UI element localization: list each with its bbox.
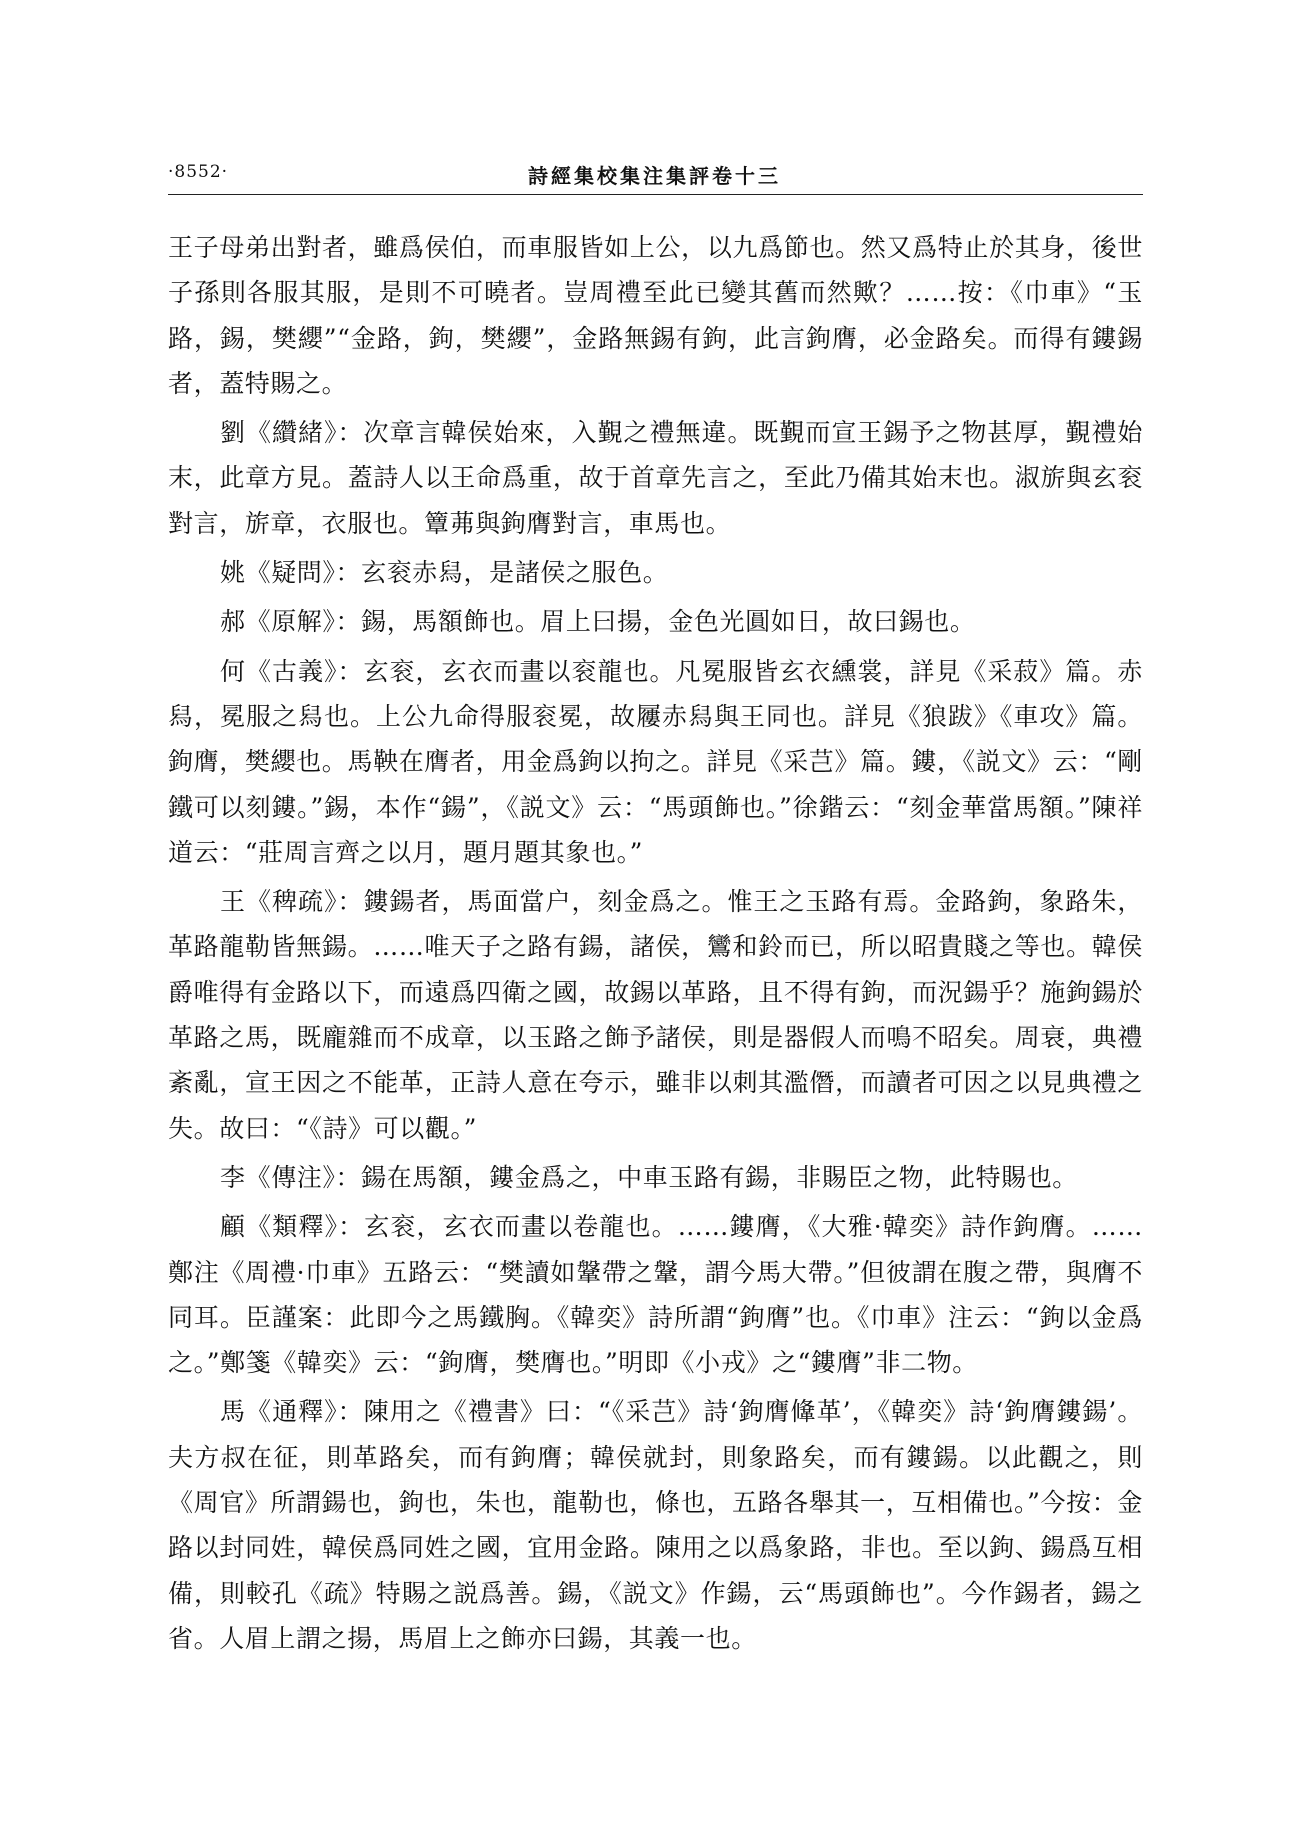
paragraph-continuation: 王子母弟出對者，雖爲侯伯，而車服皆如上公，以九爲節也。然又爲特止於其身，後世子孫則各服其服，是則不可曉者。豈周禮至此已變其舊而然歟？……按：《巾車》“玉路，錫，樊纓”“金路，鉤，樊纓”，金路無錫有鉤，此言鉤膺，必金路矣。而得有鏤錫者，蓋特賜之。 xyxy=(168,233,1143,398)
page-number: ·8552· xyxy=(168,162,229,182)
header-rule xyxy=(168,194,1143,195)
paragraph-li-zhuanzhu: 李《傳注》：鍚在馬額，鏤金爲之，中車玉路有鍚，非賜臣之物，此特賜也。 xyxy=(220,1162,1078,1192)
paragraph-yao-yiwen: 姚《疑問》：玄衮赤舄，是諸侯之服色。 xyxy=(220,558,669,588)
page-header xyxy=(168,158,1143,198)
paragraph-ma-tongshi: 馬《通釋》：陳用之《禮書》曰：“《采芑》詩‘鉤膺鞗革’，《韓奕》詩‘鉤膺鏤鍚’。夫方叔在征，則革路矣，而有鉤膺；韓侯就封，則象路矣，而有鏤鍚。以此觀之，則《周官》所謂鍚也，鉤也，朱也，龍勒也，條也，五路各舉其一，互相備也。”今按：金路以封同姓，韓侯爲同姓之國，宜用金路。陳用之以爲象路，非也。至以鉤、鍚爲互相備，則較孔《疏》特賜之説爲善。鍚，《説文》作鍚，云“馬頭飾也”。今作錫者，鍚之省。人眉上謂之揚，馬眉上之飾亦曰鍚，其義一也。 xyxy=(168,1397,1143,1653)
paragraph-wang-baishu: 王《稗疏》：鏤鍚者，馬面當户，刻金爲之。惟王之玉路有焉。金路鉤，象路朱，革路龍勒皆無鍚。……唯天子之路有鍚，諸侯，鸞和鈴而已，所以昭貴賤之等也。韓侯爵唯得有金路以下，而遠爲四衛之國，故錫以革路，且不得有鉤，而況鍚乎？施鉤鍚於革路之馬，既龐雜而不成章，以玉路之飾予諸侯，則是器假人而鳴不昭矣。周衰，典禮紊亂，宣王因之不能革，正詩人意在夸示，雖非以刺其濫僭，而讀者可因之以見典禮之失。故曰：“《詩》可以觀。” xyxy=(168,887,1143,1143)
body-text xyxy=(168,225,1143,1665)
paragraph-liu-zuanxu: 劉《纘緒》：次章言韓侯始來，入覲之禮無違。既覲而宣王錫予之物甚厚，覲禮始末，此章方見。蓋詩人以王命爲重，故于首章先言之，至此乃備其始末也。淑旂與玄衮對言，旂章，衣服也。簟茀與鉤膺對言，車馬也。 xyxy=(168,418,1143,538)
running-title: 詩經集校集注集評卷十三 xyxy=(528,164,781,188)
paragraph-gu-leishi: 顧《類釋》：玄衮，玄衣而畫以卷龍也。……鏤膺，《大雅·韓奕》詩作鉤膺。……鄭注《周禮·巾車》五路云：“樊讀如鞶帶之鞶，謂今馬大帶。”但彼謂在腹之帶，與膺不同耳。臣謹案：此即今之馬鐵胸。《韓奕》詩所謂“鉤膺”也。《巾車》注云：“鉤以金爲之。”鄭箋《韓奕》云：“鉤膺，樊膺也。”明即《小戎》之“鏤膺”非二物。 xyxy=(168,1212,1143,1378)
paragraph-hao-yuanjie: 郝《原解》：錫，馬額飾也。眉上曰揚，金色光圓如日，故曰錫也。 xyxy=(220,607,976,637)
paragraph-he-guyi: 何《古義》：玄衮，玄衣而畫以衮龍也。凡冕服皆玄衣纁裳，詳見《采菽》篇。赤舄，冕服之舄也。上公九命得服衮冕，故屨赤舄與王同也。詳見《狼跋》《車攻》篇。鉤膺，樊纓也。馬鞅在膺者，用金爲鉤以拘之。詳見《采芑》篇。鏤，《説文》云：“剛鐵可以刻鏤。”錫，本作“鍚”，《説文》云：“馬頭飾也。”徐鍇云：“刻金華當馬額。”陳祥道云：“莊周言齊之以月，題月題其象也。” xyxy=(168,656,1143,867)
